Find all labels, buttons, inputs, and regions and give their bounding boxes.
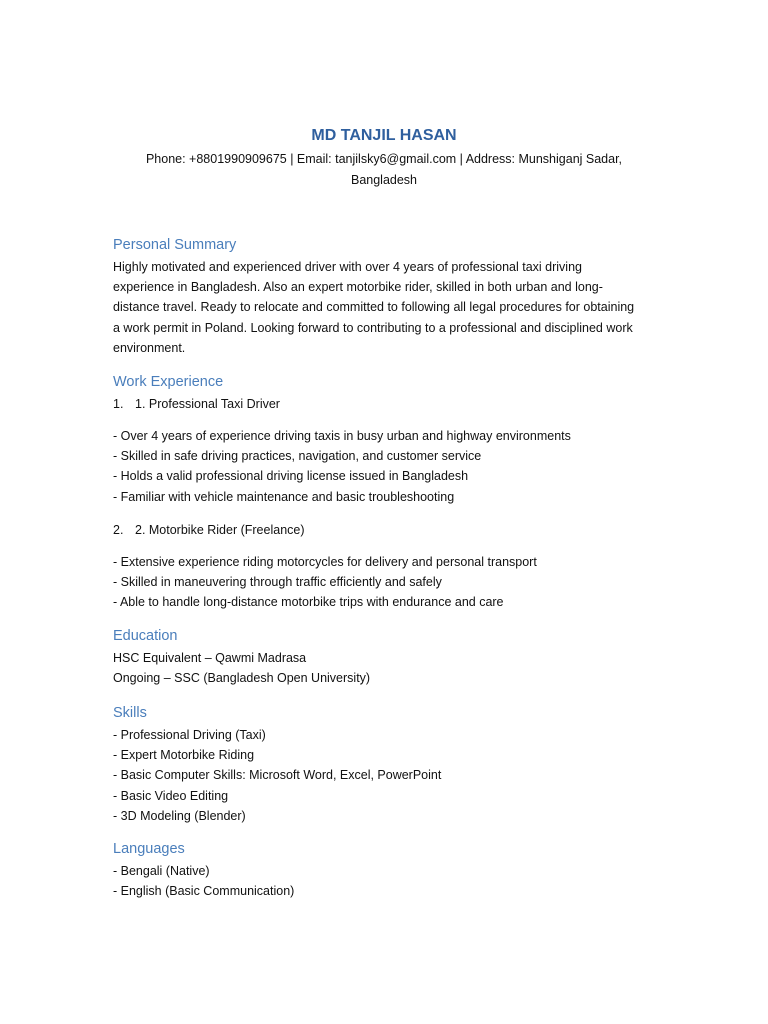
summary-line: distance travel. Ready to relocate and committed to following all legal procedures for obtaining — [113, 300, 635, 315]
education-heading: Education — [113, 628, 178, 644]
contact-info — [113, 149, 655, 190]
personal-summary-heading: Personal Summary — [113, 237, 237, 253]
language-item: - Bengali (Native) — [113, 864, 210, 878]
education-section — [113, 627, 658, 688]
summary-line: environment. — [113, 340, 186, 355]
contact-line-2: Bangladesh — [350, 172, 418, 187]
job-entry — [113, 394, 658, 507]
work-experience-section — [113, 373, 658, 612]
job-title — [113, 520, 658, 540]
contact-line-1: Phone: +8801990909675 | Email: tanjilsky6@gmail.com | Address: Munshiganj Sadar, — [145, 152, 623, 166]
job-bullet: - Holds a valid professional driving license issued in Bangladesh — [113, 469, 469, 484]
job-entry — [113, 520, 658, 613]
work-experience-heading: Work Experience — [113, 374, 224, 390]
skill-item: - 3D Modeling (Blender) — [113, 808, 246, 823]
summary-line: experience in Bangladesh. Also an expert motorbike rider, skilled in both urban and long- — [113, 280, 603, 295]
resume-header — [113, 126, 655, 190]
skills-heading: Skills — [113, 705, 147, 721]
summary-line: a work permit in Poland. Looking forward to contributing to a professional and disciplined work — [113, 320, 633, 335]
education-line: HSC Equivalent – Qawmi Madrasa — [113, 651, 307, 665]
job-number: 1. — [113, 397, 124, 411]
personal-summary-text — [113, 257, 658, 358]
job-bullet: - Extensive experience riding motorcycles for delivery and personal transport — [113, 554, 537, 569]
skill-item: - Basic Video Editing — [113, 788, 229, 803]
skill-item: - Professional Driving (Taxi) — [113, 728, 266, 742]
skill-item: - Expert Motorbike Riding — [113, 748, 255, 763]
languages-section — [113, 840, 658, 901]
job-title — [113, 394, 658, 414]
job-bullets — [113, 426, 658, 507]
job-title-text: 2. Motorbike Rider (Freelance) — [135, 522, 305, 537]
education-line: Ongoing – SSC (Bangladesh Open University) — [113, 671, 371, 686]
job-bullet: - Skilled in safe driving practices, navigation, and customer service — [113, 449, 482, 464]
job-title-text: 1. Professional Taxi Driver — [135, 397, 280, 411]
job-number: 2. — [113, 522, 124, 537]
personal-summary-section — [113, 236, 658, 358]
skills-section — [113, 704, 658, 826]
job-bullet: - Over 4 years of experience driving taxis in busy urban and highway environments — [113, 429, 571, 443]
job-bullets — [113, 552, 658, 613]
skill-item: - Basic Computer Skills: Microsoft Word, Excel, PowerPoint — [113, 768, 442, 783]
candidate-name: MD TANJIL HASAN — [311, 127, 457, 144]
language-item: - English (Basic Communication) — [113, 884, 295, 899]
summary-line: Highly motivated and experienced driver with over 4 years of professional taxi driving — [113, 260, 582, 274]
job-bullet: - Able to handle long-distance motorbike trips with endurance and care — [113, 595, 504, 610]
job-bullet: - Skilled in maneuvering through traffic efficiently and safely — [113, 575, 442, 590]
job-bullet: - Familiar with vehicle maintenance and basic troubleshooting — [113, 489, 455, 504]
languages-heading: Languages — [113, 841, 185, 857]
